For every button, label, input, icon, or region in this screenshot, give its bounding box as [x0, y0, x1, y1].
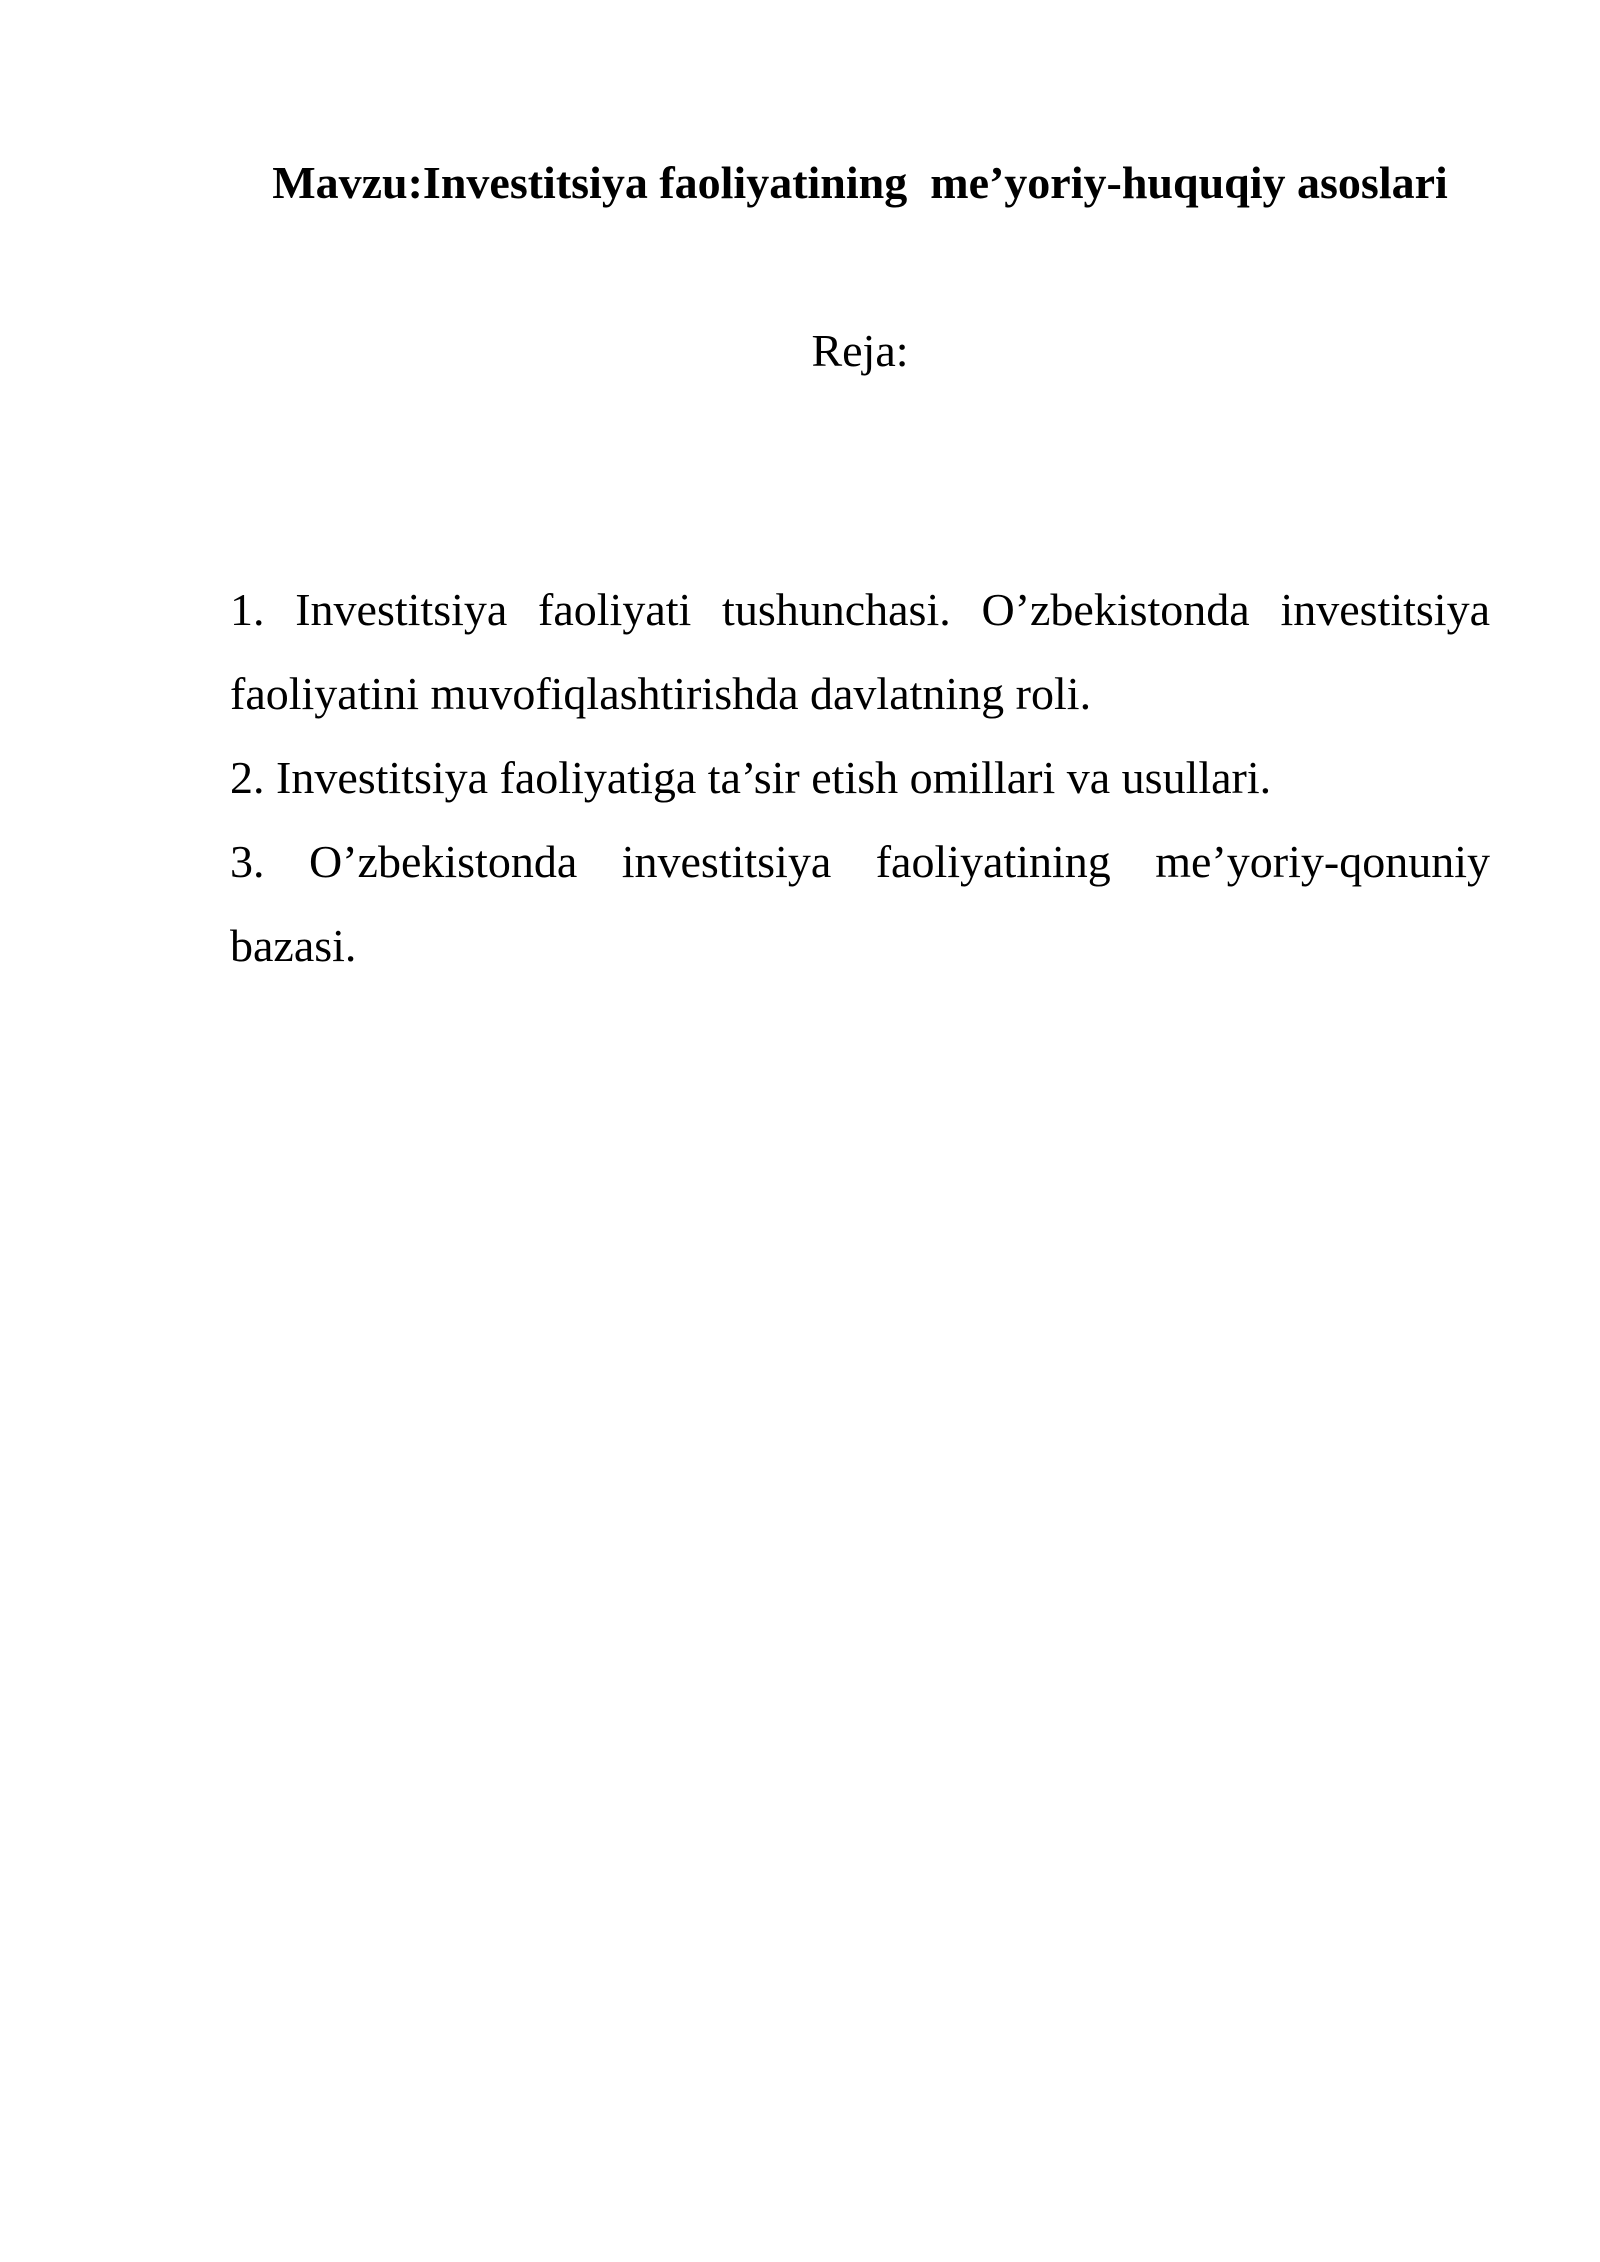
plan-item-1: 1. Investitsiya faoliyati tushunchasi. O’zbekistonda investitsiya faoliyatini muvofiqlashtirishda davlatning roli. [230, 584, 1490, 719]
plan-list [230, 568, 1490, 988]
plan-heading: Reja: [811, 325, 909, 376]
plan-item-3: 3. O’zbekistonda investitsiya faoliyatining me’yoriy-qonuniy bazasi. [230, 836, 1490, 971]
plan-item-2: 2. Investitsiya faoliyatiga ta’sir etish omillari va usullari. [230, 752, 1272, 803]
document-title: Mavzu:Investitsiya faoliyatining me’yoriy-huquqiy asoslari [272, 157, 1448, 208]
